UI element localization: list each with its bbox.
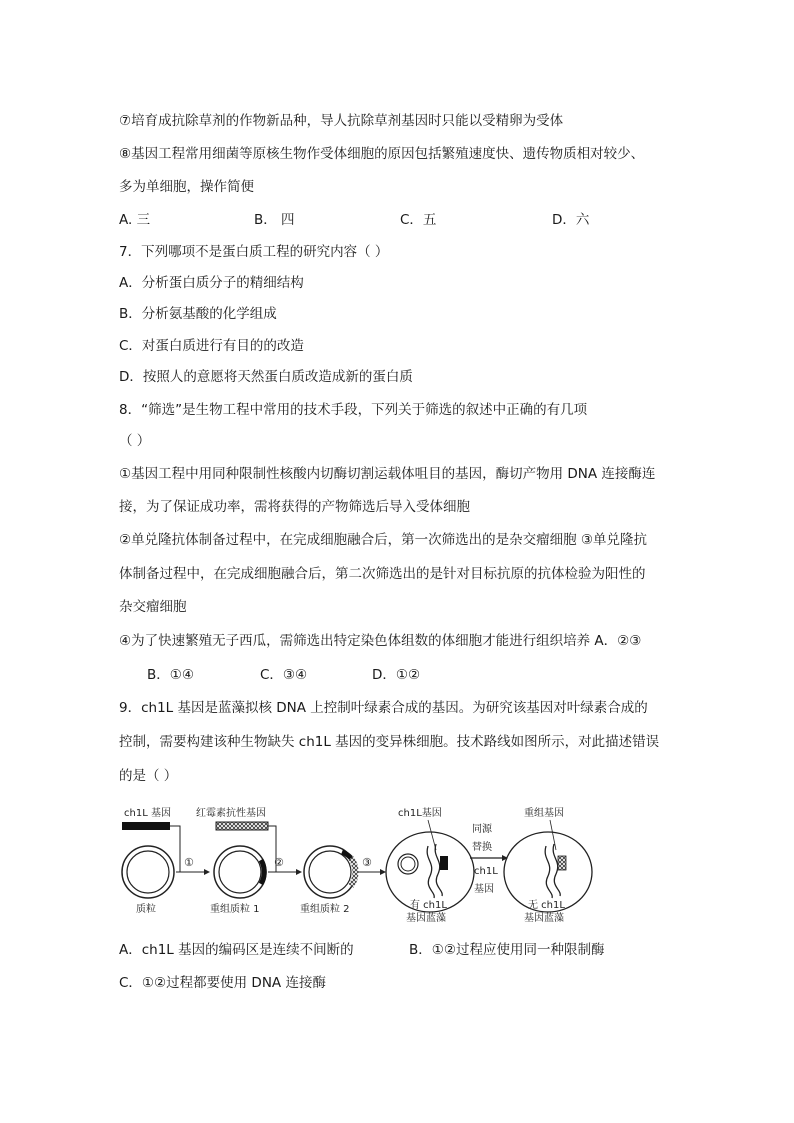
q8-option-b: B．①④ <box>147 667 194 683</box>
q6-option-d: D．六 <box>552 212 590 228</box>
q6-option-b: B． 四 <box>254 212 295 228</box>
cell2-label-line2: 基因蓝藻 <box>524 913 564 924</box>
q7-option-b: B．分析氨基酸的化学组成 <box>119 306 277 322</box>
cell1-label-line1: 有 ch1L <box>410 900 447 911</box>
cell2-gene-label: 重组基因 <box>524 808 564 819</box>
erythromycin-gene-label: 红霉素抗性基因 <box>196 808 266 819</box>
q8-statement-2-line1: ②单兑隆抗体制备过程中，在完成细胞融合后，第一次筛选出的是杂交瘤细胞 ③单兑隆抗 <box>119 532 647 548</box>
q8-answer-paren: （ ） <box>119 433 151 449</box>
q7-option-c: C．对蛋白质进行有目的的改造 <box>119 338 304 354</box>
q6-item-8-line1: ⑧基因工程常用细菌等原核生物作受体细胞的原因包括繁殖速度快、遗传物质相对较少、 <box>119 146 645 162</box>
recombinant-plasmid-1 <box>214 846 266 898</box>
q8-stem: 8．“筛选”是生物工程中常用的技术手段，下列关于筛选的叙述中正确的有几项 <box>119 402 588 418</box>
cell1-label-line2: 基因蓝藻 <box>406 913 446 924</box>
step-1-label: ① <box>184 856 194 869</box>
swap-label-3: ch1L <box>474 866 498 877</box>
q6-option-a: A. 三 <box>119 212 151 228</box>
ch1l-route-diagram <box>118 800 598 928</box>
recombinant-plasmid-2-label: 重组质粒 2 <box>300 904 350 915</box>
recombinant-plasmid-1-label: 重组质粒 1 <box>210 904 260 915</box>
q7-option-a: A．分析蛋白质分子的精细结构 <box>119 275 304 291</box>
q9-stem-line3: 的是（ ） <box>119 768 178 784</box>
q8-statement-2-line3: 杂交瘤细胞 <box>119 599 187 615</box>
cell2-label-line1: 无 ch1L <box>528 900 565 911</box>
q9-stem-line2: 控制，需要构建该种生物缺失 ch1L 基因的变异株细胞。技术路线如图所示，对此描述错误 <box>119 734 660 750</box>
q9-stem-line1: 9．ch1L 基因是蓝藻拟核 DNA 上控制叶绿素合成的基因。为研究该基因对叶绿素合成的 <box>119 700 648 716</box>
plasmid-label: 质粒 <box>136 904 156 915</box>
plasmid <box>122 846 174 898</box>
q8-option-d: D．①② <box>372 667 421 683</box>
swap-label-4: 基因 <box>474 884 494 895</box>
step-2-label: ② <box>274 856 284 869</box>
ch1l-gene-label: ch1L 基因 <box>124 808 171 819</box>
cell1-gene-label: ch1L基因 <box>398 808 442 819</box>
q6-option-c: C．五 <box>400 212 437 228</box>
q9-option-a: A．ch1L 基因的编码区是连续不间断的 <box>119 942 354 958</box>
q7-option-d: D．按照人的意愿将天然蛋白质改造成新的蛋白质 <box>119 369 413 385</box>
q9-option-b: B．①②过程应使用同一种限制酶 <box>409 942 605 958</box>
q8-statement-1-line1: ①基因工程中用同种限制性核酸内切酶切割运载体咀目的基因，酶切产物用 DNA 连接酶连 <box>119 466 656 482</box>
q8-statement-2-line2: 体制备过程中，在完成细胞融合后，第二次筛选出的是针对目标抗原的抗体检验为阳性的 <box>119 566 646 582</box>
step-3-label: ③ <box>362 856 372 869</box>
q8-statement-4: ④为了快速繁殖无子西瓜，需筛选出特定染色体组数的体细胞才能进行组织培养 A．②③ <box>119 633 642 649</box>
q6-item-7: ⑦培育成抗除草剂的作物新品种，导人抗除草剂基因时只能以受精卵为受体 <box>119 113 564 129</box>
ch1l-gene-bar <box>122 822 170 830</box>
q8-option-c: C．③④ <box>260 667 308 683</box>
q9-option-c: C．①②过程都要使用 DNA 连接酶 <box>119 975 326 991</box>
q7-stem: 7．下列哪项不是蛋白质工程的研究内容（ ） <box>119 244 389 260</box>
erythromycin-gene-bar <box>216 822 268 830</box>
q8-statement-1-line2: 接，为了保证成功率，需将获得的产物筛选后导入受体细胞 <box>119 499 470 515</box>
q6-item-8-line2: 多为单细胞，操作简便 <box>119 179 254 195</box>
swap-label-1: 同源 <box>472 824 492 835</box>
swap-label-2: 替换 <box>472 842 492 853</box>
